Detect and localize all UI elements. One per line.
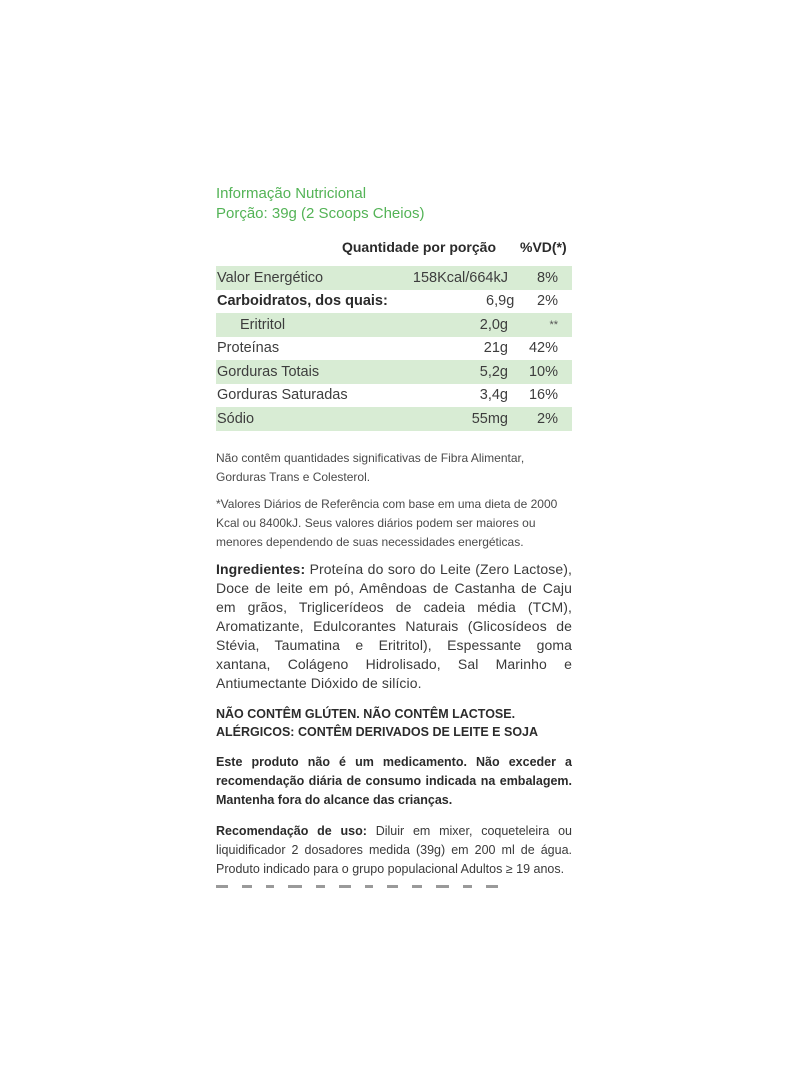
table-row: [216, 266, 572, 290]
nutrition-label: [216, 184, 572, 879]
nutrient-name: Gorduras Saturadas: [217, 387, 348, 404]
nutrient-quantity: 2,0g: [479, 316, 508, 333]
nutrient-name: Carboidratos, dos quais:: [217, 293, 388, 310]
nutrient-daily-value: **: [549, 318, 558, 331]
nutrient-name: Proteínas: [217, 340, 280, 357]
table-row: [216, 360, 572, 384]
nutrient-name: Valor Energético: [217, 269, 324, 286]
nutrient-daily-value: 42%: [528, 340, 558, 357]
nutrient-daily-value: 16%: [528, 387, 558, 404]
table-header: [216, 236, 572, 258]
nutrient-daily-value: 2%: [537, 410, 558, 427]
not-significant-note: Não contêm quantidades significativas de Fibra Alimentar, Gorduras Trans e Colesterol.: [216, 450, 525, 484]
ingredients-text: Proteína do soro do Leite (Zero Lactose), Doce de leite em pó, Amêndoas de Castanha de Caju em grãos, Triglicerídeos de cadeia média (TCM), Aromatizante, Edulcorantes Naturais (Glicosídeos de Stévia, Taumatina e Eritritol), Espessante goma xantana, Colágeno Hidrolisado, Sal Marinho e Antiumectante Dióxido de silício.: [216, 560, 572, 691]
usage-text: Diluir em mixer, coqueteleira ou liquidificador 2 dosadores medida (39g) em 200 ml de água. Produto indicado para o grupo populacional Adultos ≥ 19 anos.: [216, 823, 572, 876]
nutrient-daily-value: 2%: [537, 293, 558, 310]
table-row: [216, 407, 572, 431]
nutrient-quantity: 3,4g: [479, 387, 508, 404]
table-row: [216, 337, 572, 361]
cropped-text-line: [216, 883, 556, 889]
nutrient-quantity: 6,9g: [486, 293, 515, 310]
nutrition-table: [216, 236, 572, 431]
nutrient-quantity: 21g: [483, 340, 508, 357]
allergen-statement: [216, 705, 572, 741]
nutrient-name: Gorduras Totais: [217, 363, 320, 380]
daily-values-note: *Valores Diários de Referência com base em uma dieta de 2000 Kcal ou 8400kJ. Seus valores diários podem ser maiores ou menores dependendo de suas necessidades energéticas.: [216, 496, 558, 549]
table-row: [216, 384, 572, 408]
warning-statement: Este produto não é um medicamento. Não exceder a recomendação diária de consumo indicada na embalagem. Mantenha fora do alcance das crianças.: [216, 754, 572, 807]
table-footnotes: [216, 449, 572, 552]
label-title: Informação Nutricional: [216, 185, 367, 202]
nutrient-quantity: 5,2g: [479, 363, 508, 380]
column-header-quantity: Quantidade por porção: [341, 239, 496, 255]
portion-size: Porção: 39g (2 Scoops Cheios): [216, 205, 425, 222]
table-row: [216, 313, 572, 337]
nutrient-quantity: 55mg: [471, 410, 508, 427]
ingredients-paragraph: [216, 560, 572, 693]
ingredients-label: Ingredientes:: [216, 560, 306, 577]
nutrient-name: Eritritol: [240, 316, 286, 333]
usage-label: Recomendação de uso:: [216, 823, 367, 838]
allergic-statement: ALÉRGICOS: CONTÊM DERIVADOS DE LEITE E SOJA: [216, 724, 539, 739]
nutrient-daily-value: 10%: [528, 363, 558, 380]
table-row: [216, 290, 572, 314]
nutrient-name: Sódio: [217, 410, 255, 427]
nutrient-quantity: 158Kcal/664kJ: [412, 269, 508, 286]
nutrient-daily-value: 8%: [537, 269, 558, 286]
usage-recommendation: [216, 822, 572, 879]
column-header-daily-value: %VD(*): [520, 239, 567, 255]
gluten-lactose-statement: NÃO CONTÊM GLÚTEN. NÃO CONTÊM LACTOSE.: [216, 706, 516, 721]
